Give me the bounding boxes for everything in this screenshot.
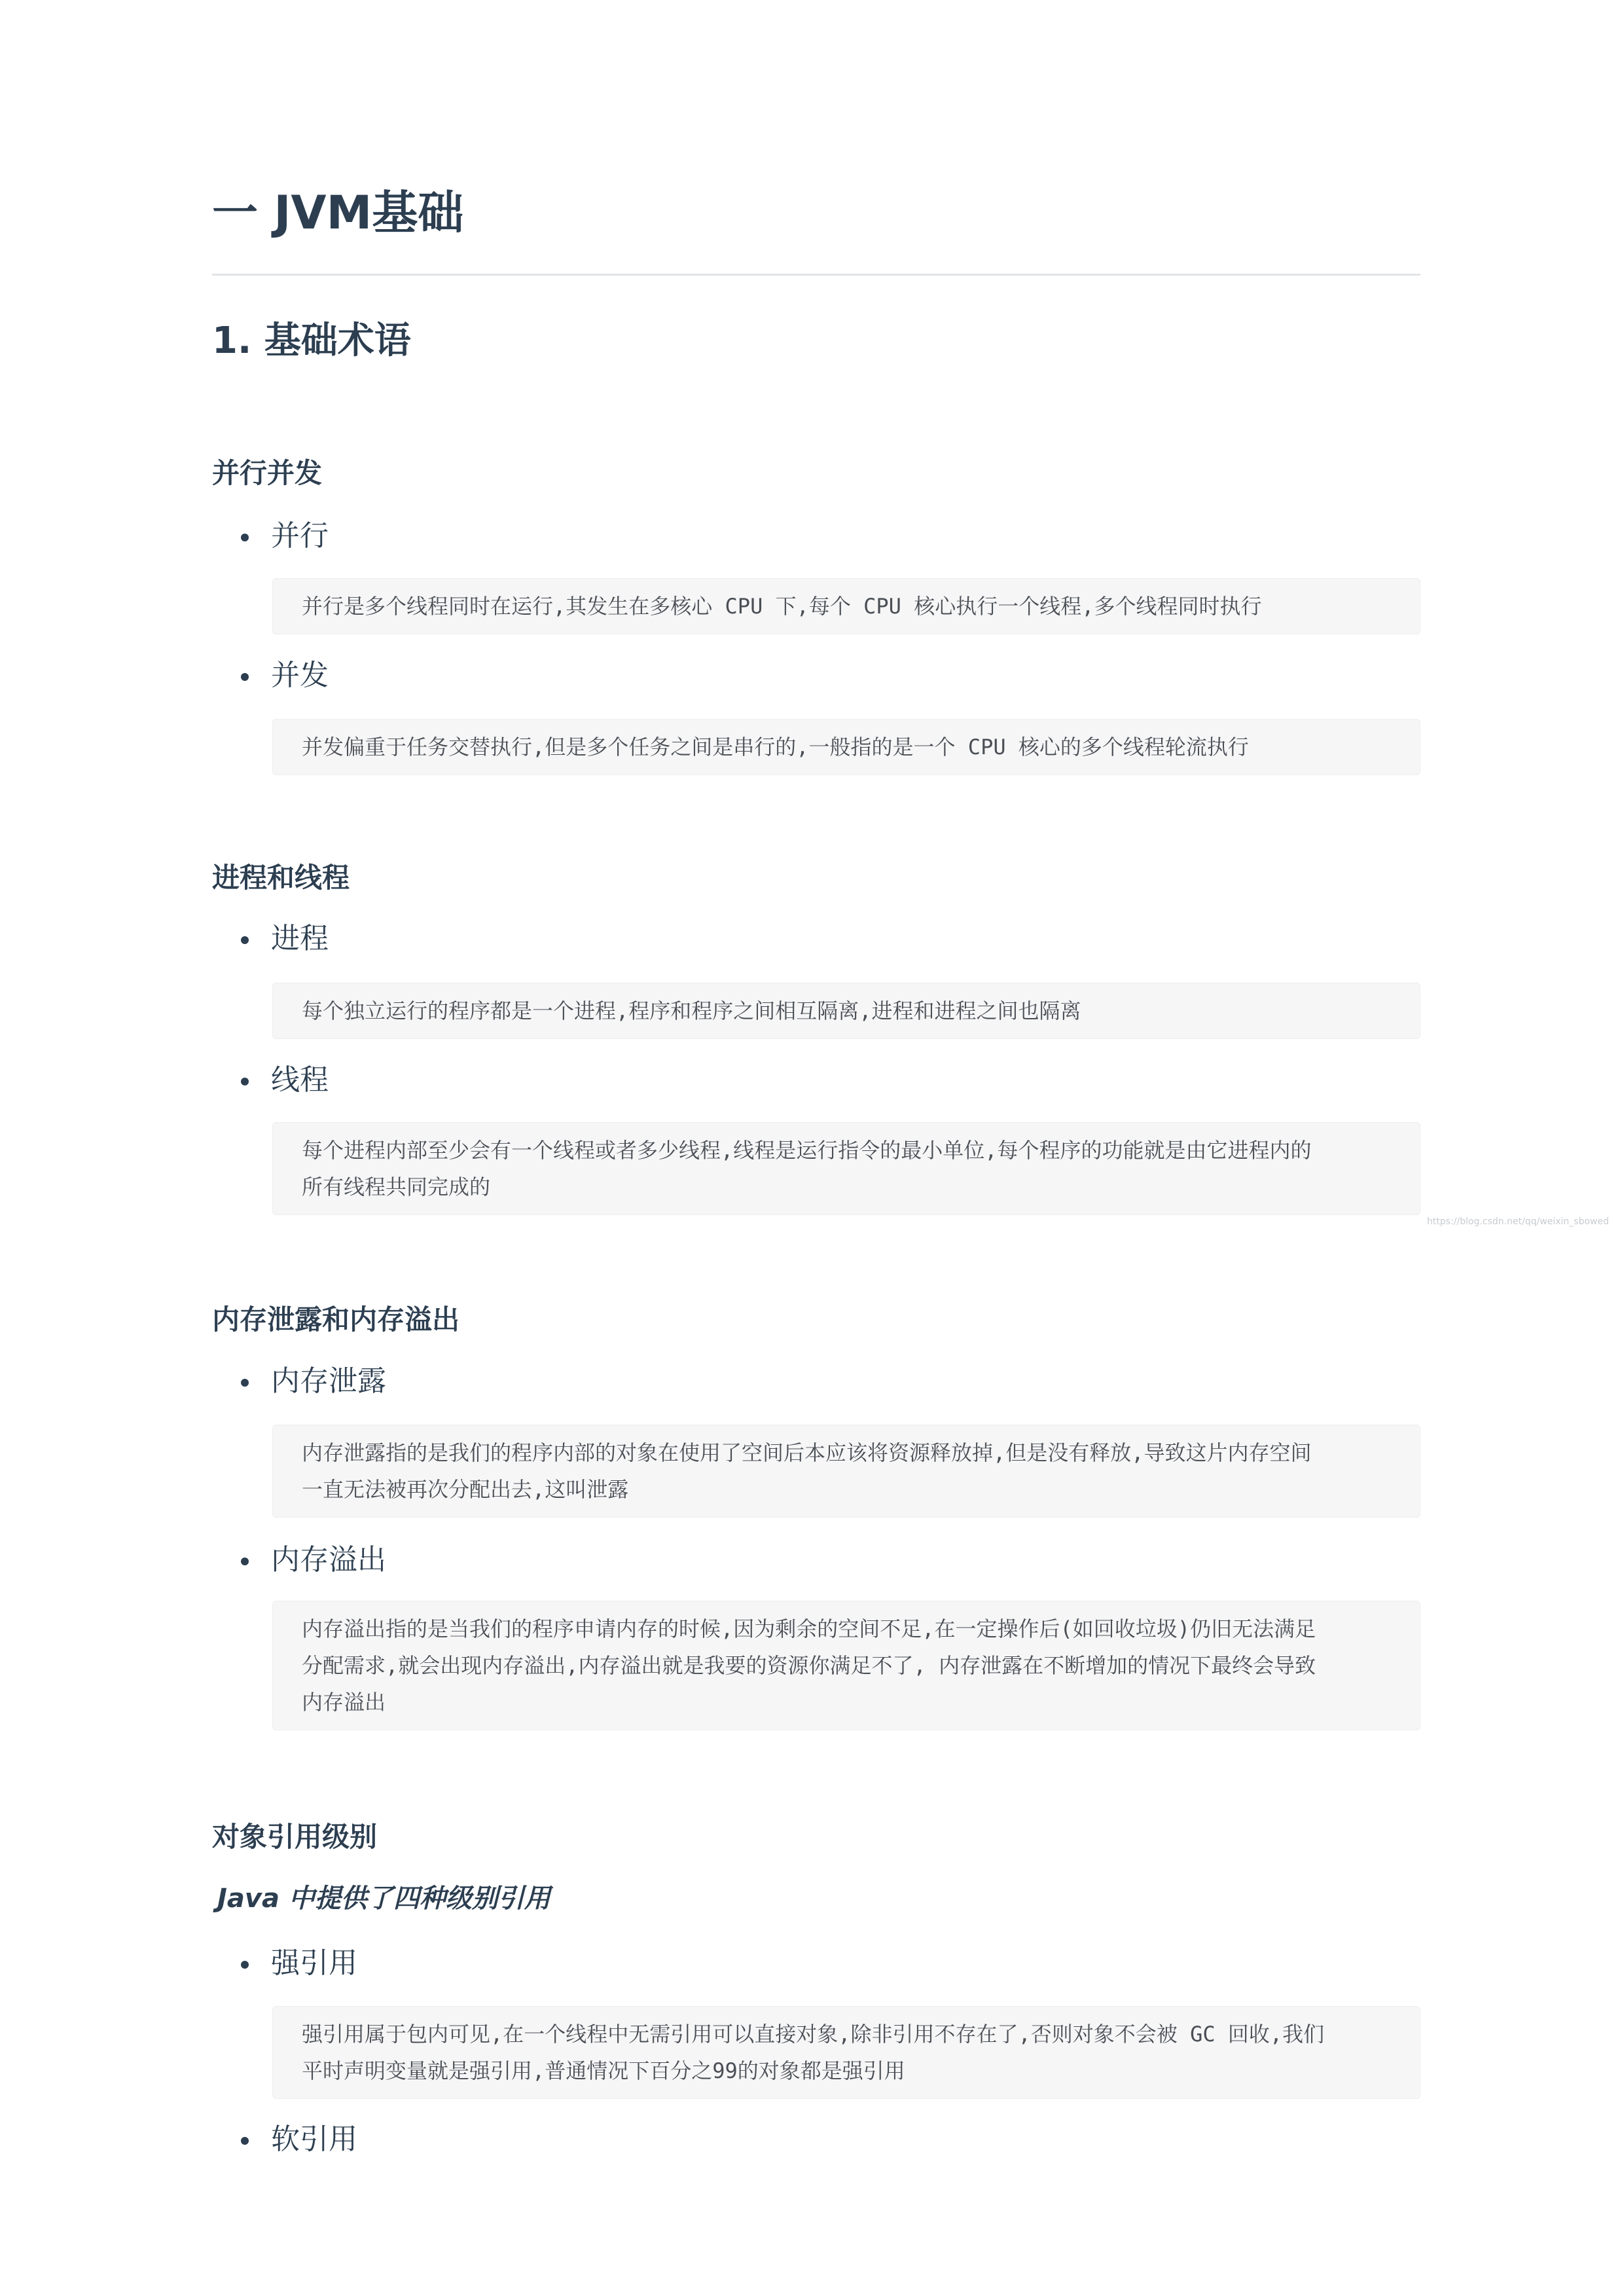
code-line: 内存溢出指的是当我们的程序申请内存的时候,因为剩余的空间不足,在一定操作后(如回收垃圾)仍旧无法满足 [302,1616,1316,1641]
bullet-icon [241,534,249,541]
code-line: 一直无法被再次分配出去,这叫泄露 [302,1477,629,1502]
bullet-icon [241,1961,249,1969]
list-item-label: 内存溢出 [271,1543,386,1576]
heading-parallel-concurrency: 并行并发 [212,457,323,489]
code-line: 每个独立运行的程序都是一个进程,程序和程序之间相互隔离,进程和进程之间也隔离 [302,998,1081,1023]
list-item-label: 并行 [271,519,329,553]
list-item-label: 进程 [271,922,329,955]
code-line: 强引用属于包内可见,在一个线程中无需引用可以直接对象,除非引用不存在了,否则对象不会被 GC 回收,我们 [302,2022,1325,2047]
section-title: 1. 基础术语 [212,319,411,362]
list-item-label: 内存泄露 [271,1364,386,1398]
bullet-icon [241,2137,249,2145]
bullet-icon [241,1558,249,1565]
code-block [272,1425,1420,1518]
code-block [272,983,1420,1039]
watermark: https://blog.csdn.net/qq/weixin_sbowed [1427,1216,1609,1227]
bullet-icon [241,673,249,681]
code-line: 并发偏重于任务交替执行,但是多个任务之间是串行的,一般指的是一个 CPU 核心的多个线程轮流执行 [302,735,1249,759]
code-block [272,2006,1420,2099]
code-line: 并行是多个线程同时在运行,其发生在多核心 CPU 下,每个 CPU 核心执行一个线程,多个线程同时执行 [302,594,1262,619]
bullet-icon [241,1379,249,1387]
list-item-label: 软引用 [271,2123,357,2156]
heading-memory-leak-overflow: 内存泄露和内存溢出 [212,1303,460,1336]
code-line: 平时声明变量就是强引用,普通情况下百分之99的对象都是强引用 [302,2058,905,2083]
list-item-label: 线程 [271,1063,329,1097]
code-block [272,719,1420,775]
code-block [272,1601,1420,1730]
page-title: 一 JVM基础 [212,186,464,240]
bullet-icon [241,936,249,944]
subheading-java-references: Java 中提供了四种级别引用 [217,1884,550,1914]
code-line: 分配需求,就会出现内存溢出,内存溢出就是我要的资源你满足不了, 内存泄露在不断增加的情况下最终会导致 [302,1653,1316,1678]
code-line: 内存溢出 [302,1690,386,1715]
heading-reference-levels: 对象引用级别 [212,1821,378,1853]
code-block [272,578,1420,634]
code-block [272,1122,1420,1215]
bullet-icon [241,1078,249,1085]
code-line: 所有线程共同完成的 [302,1175,491,1199]
code-line: 每个进程内部至少会有一个线程或者多少线程,线程是运行指令的最小单位,每个程序的功能就是由它进程内的 [302,1138,1312,1163]
heading-process-thread: 进程和线程 [212,862,350,894]
list-item-label: 并发 [271,659,329,692]
code-line: 内存泄露指的是我们的程序内部的对象在使用了空间后本应该将资源释放掉,但是没有释放,导致这片内存空间 [302,1440,1312,1465]
title-divider [212,274,1420,276]
list-item-label: 强引用 [271,1946,357,1980]
